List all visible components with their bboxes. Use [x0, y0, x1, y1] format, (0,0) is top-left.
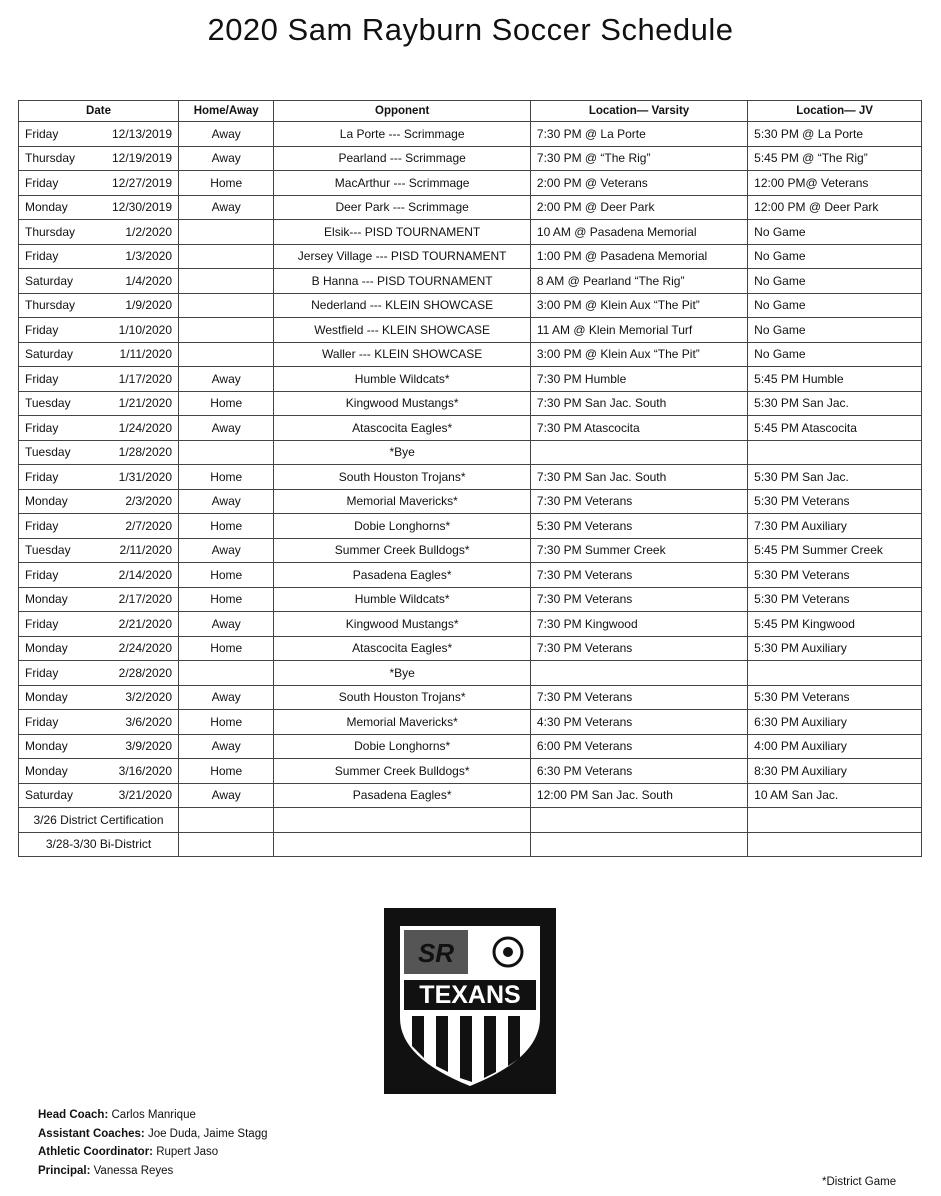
header-date: Date: [19, 101, 179, 122]
cell-day: Tuesday: [25, 445, 71, 460]
cell-day: Friday: [25, 616, 59, 631]
cell-jv-location: [748, 661, 922, 686]
cell-opponent: Kingwood Mustangs*: [274, 612, 530, 637]
cell-day: Saturday: [25, 273, 74, 288]
cell-date: [19, 734, 179, 759]
cell-opponent: Summer Creek Bulldogs*: [274, 538, 530, 563]
table-row: [19, 587, 922, 612]
district-game-footnote: *District Game: [822, 1176, 897, 1188]
cell-jv-location: 5:30 PM San Jac.: [748, 465, 922, 490]
cell-jv-location: No Game: [748, 293, 922, 318]
cell-date-value: 1/10/2020: [118, 322, 173, 337]
cell-day: Friday: [25, 249, 59, 264]
cell-opponent: Nederland --- KLEIN SHOWCASE: [274, 293, 530, 318]
cell-day: Monday: [25, 690, 68, 705]
cell-date: [19, 171, 179, 196]
cell-day: Tuesday: [25, 396, 71, 411]
cell-jv-location: No Game: [748, 244, 922, 269]
cell-varsity-location: 3:00 PM @ Klein Aux “The Pit”: [530, 342, 747, 367]
table-row: [19, 416, 922, 441]
cell-opponent: Memorial Mavericks*: [274, 710, 530, 735]
cell-note: 3/26 District Certification: [19, 808, 179, 833]
table-row: [19, 220, 922, 245]
table-note-row: [19, 832, 922, 857]
cell-date-value: 2/24/2020: [118, 641, 173, 656]
cell-opponent: Atascocita Eagles*: [274, 416, 530, 441]
cell-day: Thursday: [25, 224, 76, 239]
cell-opponent: Memorial Mavericks*: [274, 489, 530, 514]
cell-varsity-location: 4:30 PM Veterans: [530, 710, 747, 735]
cell-date: [19, 269, 179, 294]
cell-date: [19, 710, 179, 735]
cell-opponent: Atascocita Eagles*: [274, 636, 530, 661]
cell-home-away: [179, 318, 274, 343]
cell-varsity-location: 7:30 PM @ “The Rig”: [530, 146, 747, 171]
cell-day: Friday: [25, 371, 59, 386]
cell-varsity-location: 11 AM @ Klein Memorial Turf: [530, 318, 747, 343]
cell-jv-location: 7:30 PM Auxiliary: [748, 514, 922, 539]
cell-date: [19, 391, 179, 416]
cell-varsity-location: 7:30 PM Kingwood: [530, 612, 747, 637]
cell-jv-location: No Game: [748, 318, 922, 343]
table-row: [19, 538, 922, 563]
cell-day: Thursday: [25, 151, 76, 166]
table-row: [19, 122, 922, 147]
cell-jv-location: 10 AM San Jac.: [748, 783, 922, 808]
cell-varsity-location: 2:00 PM @ Deer Park: [530, 195, 747, 220]
table-row: [19, 514, 922, 539]
table-row: [19, 244, 922, 269]
cell-opponent: South Houston Trojans*: [274, 685, 530, 710]
cell-day: Monday: [25, 494, 68, 509]
table-row: [19, 563, 922, 588]
table-row: [19, 612, 922, 637]
table-row: [19, 685, 922, 710]
cell-jv-location: 5:30 PM San Jac.: [748, 391, 922, 416]
cell-varsity-location: [530, 440, 747, 465]
table-header-row: [19, 101, 922, 122]
cell-varsity-location: 6:30 PM Veterans: [530, 759, 747, 784]
cell-home-away: [179, 661, 274, 686]
cell-date: [19, 122, 179, 147]
cell-varsity-location: 3:00 PM @ Klein Aux “The Pit”: [530, 293, 747, 318]
table-row: [19, 734, 922, 759]
cell-varsity-location: 7:30 PM San Jac. South: [530, 465, 747, 490]
cell-date: [19, 416, 179, 441]
cell-home-away: Away: [179, 146, 274, 171]
cell-opponent: Deer Park --- Scrimmage: [274, 195, 530, 220]
cell-jv-location: 5:30 PM Veterans: [748, 489, 922, 514]
cell-jv-location: 5:45 PM @ “The Rig”: [748, 146, 922, 171]
cell-jv-location: 5:45 PM Humble: [748, 367, 922, 392]
cell-date-value: 12/19/2019: [111, 151, 173, 166]
cell-home-away: Home: [179, 171, 274, 196]
cell-opponent: Pearland --- Scrimmage: [274, 146, 530, 171]
cell-date-value: 2/14/2020: [118, 567, 173, 582]
cell-jv-location: [748, 440, 922, 465]
cell-day: Friday: [25, 469, 59, 484]
crest-initials: SR: [417, 938, 455, 968]
cell-opponent: Humble Wildcats*: [274, 367, 530, 392]
cell-opponent: Summer Creek Bulldogs*: [274, 759, 530, 784]
cell-home-away: Away: [179, 367, 274, 392]
cell-date: [19, 661, 179, 686]
cell-jv-location: 6:30 PM Auxiliary: [748, 710, 922, 735]
header-varsity: Location— Varsity: [530, 101, 747, 122]
header-home-away: Home/Away: [179, 101, 274, 122]
crest-team-name: TEXANS: [419, 981, 521, 1009]
staff-principal: Principal: Vanessa Reyes: [38, 1164, 174, 1177]
cell-date: [19, 587, 179, 612]
table-row: [19, 636, 922, 661]
schedule-table: [18, 100, 922, 857]
cell-date-value: 3/9/2020: [125, 739, 173, 754]
cell-opponent: B Hanna --- PISD TOURNAMENT: [274, 269, 530, 294]
cell-date-value: 2/7/2020: [125, 518, 173, 533]
cell-opponent: Dobie Longhorns*: [274, 514, 530, 539]
cell-date: [19, 514, 179, 539]
cell-varsity-location: 7:30 PM Humble: [530, 367, 747, 392]
cell-day: Monday: [25, 641, 68, 656]
cell-jv-location: 5:45 PM Kingwood: [748, 612, 922, 637]
table-note-row: [19, 808, 922, 833]
cell-date-value: 1/24/2020: [118, 420, 173, 435]
cell-date-value: 2/3/2020: [125, 494, 173, 509]
cell-date-value: 12/30/2019: [111, 200, 173, 215]
cell-date-value: 1/28/2020: [118, 445, 173, 460]
cell-opponent: Waller --- KLEIN SHOWCASE: [274, 342, 530, 367]
cell-varsity-location: 7:30 PM San Jac. South: [530, 391, 747, 416]
cell-day: Monday: [25, 200, 68, 215]
cell-home-away: Home: [179, 587, 274, 612]
cell-day: Friday: [25, 714, 59, 729]
cell-opponent: Pasadena Eagles*: [274, 563, 530, 588]
cell-jv-location: 12:00 PM@ Veterans: [748, 171, 922, 196]
table-row: [19, 293, 922, 318]
cell-varsity-location: [530, 661, 747, 686]
cell-home-away: Away: [179, 416, 274, 441]
cell-date: [19, 195, 179, 220]
cell-varsity-location: 7:30 PM Summer Creek: [530, 538, 747, 563]
table-row: [19, 318, 922, 343]
cell-home-away: [179, 342, 274, 367]
cell-varsity-location: 7:30 PM Veterans: [530, 685, 747, 710]
cell-varsity-location: 2:00 PM @ Veterans: [530, 171, 747, 196]
cell-varsity-location: 10 AM @ Pasadena Memorial: [530, 220, 747, 245]
cell-jv-location: 5:45 PM Summer Creek: [748, 538, 922, 563]
cell-date-value: 1/11/2020: [119, 347, 173, 362]
table-row: [19, 269, 922, 294]
staff-list: [38, 1106, 267, 1180]
cell-date: [19, 465, 179, 490]
table-row: [19, 342, 922, 367]
cell-opponent: *Bye: [274, 440, 530, 465]
cell-home-away: Home: [179, 514, 274, 539]
cell-date: [19, 612, 179, 637]
cell-varsity-location: 12:00 PM San Jac. South: [530, 783, 747, 808]
cell-date-value: 1/17/2020: [118, 371, 173, 386]
cell-day: Friday: [25, 665, 59, 680]
cell-day: Friday: [25, 322, 59, 337]
cell-jv-location: 5:30 PM @ La Porte: [748, 122, 922, 147]
table-row: [19, 391, 922, 416]
cell-date-value: 12/13/2019: [111, 126, 173, 141]
cell-date: [19, 489, 179, 514]
cell-varsity-location: 7:30 PM Veterans: [530, 489, 747, 514]
cell-note: 3/28-3/30 Bi-District: [19, 832, 179, 857]
cell-varsity-location: 7:30 PM @ La Porte: [530, 122, 747, 147]
cell-varsity-location: 5:30 PM Veterans: [530, 514, 747, 539]
cell-home-away: Away: [179, 783, 274, 808]
cell-day: Saturday: [25, 347, 74, 362]
cell-home-away: Away: [179, 685, 274, 710]
cell-jv-location: 5:45 PM Atascocita: [748, 416, 922, 441]
cell-opponent: Elsik--- PISD TOURNAMENT: [274, 220, 530, 245]
cell-date-value: 2/11/2020: [119, 543, 173, 558]
cell-day: Friday: [25, 175, 59, 190]
cell-date-value: 1/21/2020: [118, 396, 173, 411]
cell-varsity-location: 7:30 PM Veterans: [530, 587, 747, 612]
cell-varsity-location: 7:30 PM Veterans: [530, 563, 747, 588]
table-row: [19, 367, 922, 392]
cell-home-away: Home: [179, 636, 274, 661]
cell-opponent: Jersey Village --- PISD TOURNAMENT: [274, 244, 530, 269]
cell-home-away: Away: [179, 489, 274, 514]
cell-date-value: 3/16/2020: [118, 763, 173, 778]
cell-varsity-location: 7:30 PM Veterans: [530, 636, 747, 661]
cell-home-away: Away: [179, 195, 274, 220]
cell-day: Friday: [25, 126, 59, 141]
cell-date: [19, 220, 179, 245]
cell-opponent: Pasadena Eagles*: [274, 783, 530, 808]
cell-opponent: La Porte --- Scrimmage: [274, 122, 530, 147]
cell-home-away: Home: [179, 710, 274, 735]
cell-date: [19, 636, 179, 661]
cell-opponent: Kingwood Mustangs*: [274, 391, 530, 416]
cell-date: [19, 293, 179, 318]
cell-opponent: Westfield --- KLEIN SHOWCASE: [274, 318, 530, 343]
cell-day: Friday: [25, 567, 59, 582]
cell-day: Monday: [25, 739, 68, 754]
cell-jv-location: 5:30 PM Veterans: [748, 587, 922, 612]
cell-date: [19, 440, 179, 465]
cell-home-away: Away: [179, 122, 274, 147]
table-row: [19, 465, 922, 490]
cell-home-away: [179, 440, 274, 465]
cell-date: [19, 318, 179, 343]
cell-date: [19, 783, 179, 808]
cell-date: [19, 563, 179, 588]
cell-varsity-location: 1:00 PM @ Pasadena Memorial: [530, 244, 747, 269]
staff-assistant-coaches: Assistant Coaches: Joe Duda, Jaime Stagg: [38, 1127, 268, 1140]
cell-home-away: Away: [179, 734, 274, 759]
table-row: [19, 710, 922, 735]
cell-opponent: South Houston Trojans*: [274, 465, 530, 490]
cell-date-value: 1/4/2020: [125, 273, 173, 288]
table-row: [19, 171, 922, 196]
cell-varsity-location: 7:30 PM Atascocita: [530, 416, 747, 441]
page-title: 2020 Sam Rayburn Soccer Schedule: [207, 12, 734, 47]
table-row: [19, 146, 922, 171]
cell-home-away: Away: [179, 538, 274, 563]
cell-jv-location: 8:30 PM Auxiliary: [748, 759, 922, 784]
cell-date-value: 1/9/2020: [125, 298, 173, 313]
cell-home-away: Home: [179, 391, 274, 416]
cell-day: Monday: [25, 592, 68, 607]
cell-home-away: Away: [179, 612, 274, 637]
cell-date-value: 3/21/2020: [118, 788, 173, 803]
cell-home-away: Home: [179, 759, 274, 784]
table-row: [19, 783, 922, 808]
cell-jv-location: No Game: [748, 220, 922, 245]
cell-opponent: MacArthur --- Scrimmage: [274, 171, 530, 196]
cell-date: [19, 685, 179, 710]
cell-opponent: *Bye: [274, 661, 530, 686]
cell-day: Thursday: [25, 298, 76, 313]
cell-date: [19, 759, 179, 784]
cell-jv-location: No Game: [748, 342, 922, 367]
header-jv: Location— JV: [748, 101, 922, 122]
cell-date-value: 2/28/2020: [118, 665, 173, 680]
cell-home-away: [179, 269, 274, 294]
texans-crest-logo: [384, 908, 556, 1094]
cell-jv-location: No Game: [748, 269, 922, 294]
cell-home-away: [179, 293, 274, 318]
cell-date: [19, 342, 179, 367]
cell-date-value: 1/31/2020: [118, 469, 173, 484]
cell-date-value: 2/21/2020: [118, 616, 173, 631]
cell-day: Tuesday: [25, 543, 71, 558]
cell-date-value: 3/6/2020: [125, 714, 173, 729]
cell-day: Friday: [25, 518, 59, 533]
cell-date: [19, 146, 179, 171]
cell-date-value: 3/2/2020: [125, 690, 173, 705]
cell-jv-location: 12:00 PM @ Deer Park: [748, 195, 922, 220]
table-row: [19, 440, 922, 465]
cell-jv-location: 4:00 PM Auxiliary: [748, 734, 922, 759]
staff-head-coach: Head Coach: Carlos Manrique: [38, 1109, 196, 1121]
cell-home-away: Home: [179, 465, 274, 490]
table-row: [19, 195, 922, 220]
cell-home-away: [179, 244, 274, 269]
cell-opponent: Humble Wildcats*: [274, 587, 530, 612]
header-opponent: Opponent: [274, 101, 530, 122]
cell-day: Monday: [25, 763, 68, 778]
cell-day: Friday: [25, 420, 59, 435]
cell-date-value: 1/2/2020: [125, 224, 173, 239]
cell-date-value: 12/27/2019: [111, 175, 173, 190]
cell-home-away: Home: [179, 563, 274, 588]
cell-date: [19, 244, 179, 269]
cell-jv-location: 5:30 PM Veterans: [748, 685, 922, 710]
table-row: [19, 661, 922, 686]
cell-date-value: 1/3/2020: [125, 249, 173, 264]
cell-date: [19, 538, 179, 563]
staff-athletic-coordinator: Athletic Coordinator: Rupert Jaso: [38, 1146, 219, 1158]
cell-opponent: Dobie Longhorns*: [274, 734, 530, 759]
cell-home-away: [179, 220, 274, 245]
cell-date: [19, 367, 179, 392]
cell-day: Saturday: [25, 788, 74, 803]
cell-jv-location: 5:30 PM Auxiliary: [748, 636, 922, 661]
cell-varsity-location: 6:00 PM Veterans: [530, 734, 747, 759]
cell-jv-location: 5:30 PM Veterans: [748, 563, 922, 588]
table-row: [19, 489, 922, 514]
table-row: [19, 759, 922, 784]
cell-varsity-location: 8 AM @ Pearland “The Rig”: [530, 269, 747, 294]
cell-date-value: 2/17/2020: [118, 592, 173, 607]
